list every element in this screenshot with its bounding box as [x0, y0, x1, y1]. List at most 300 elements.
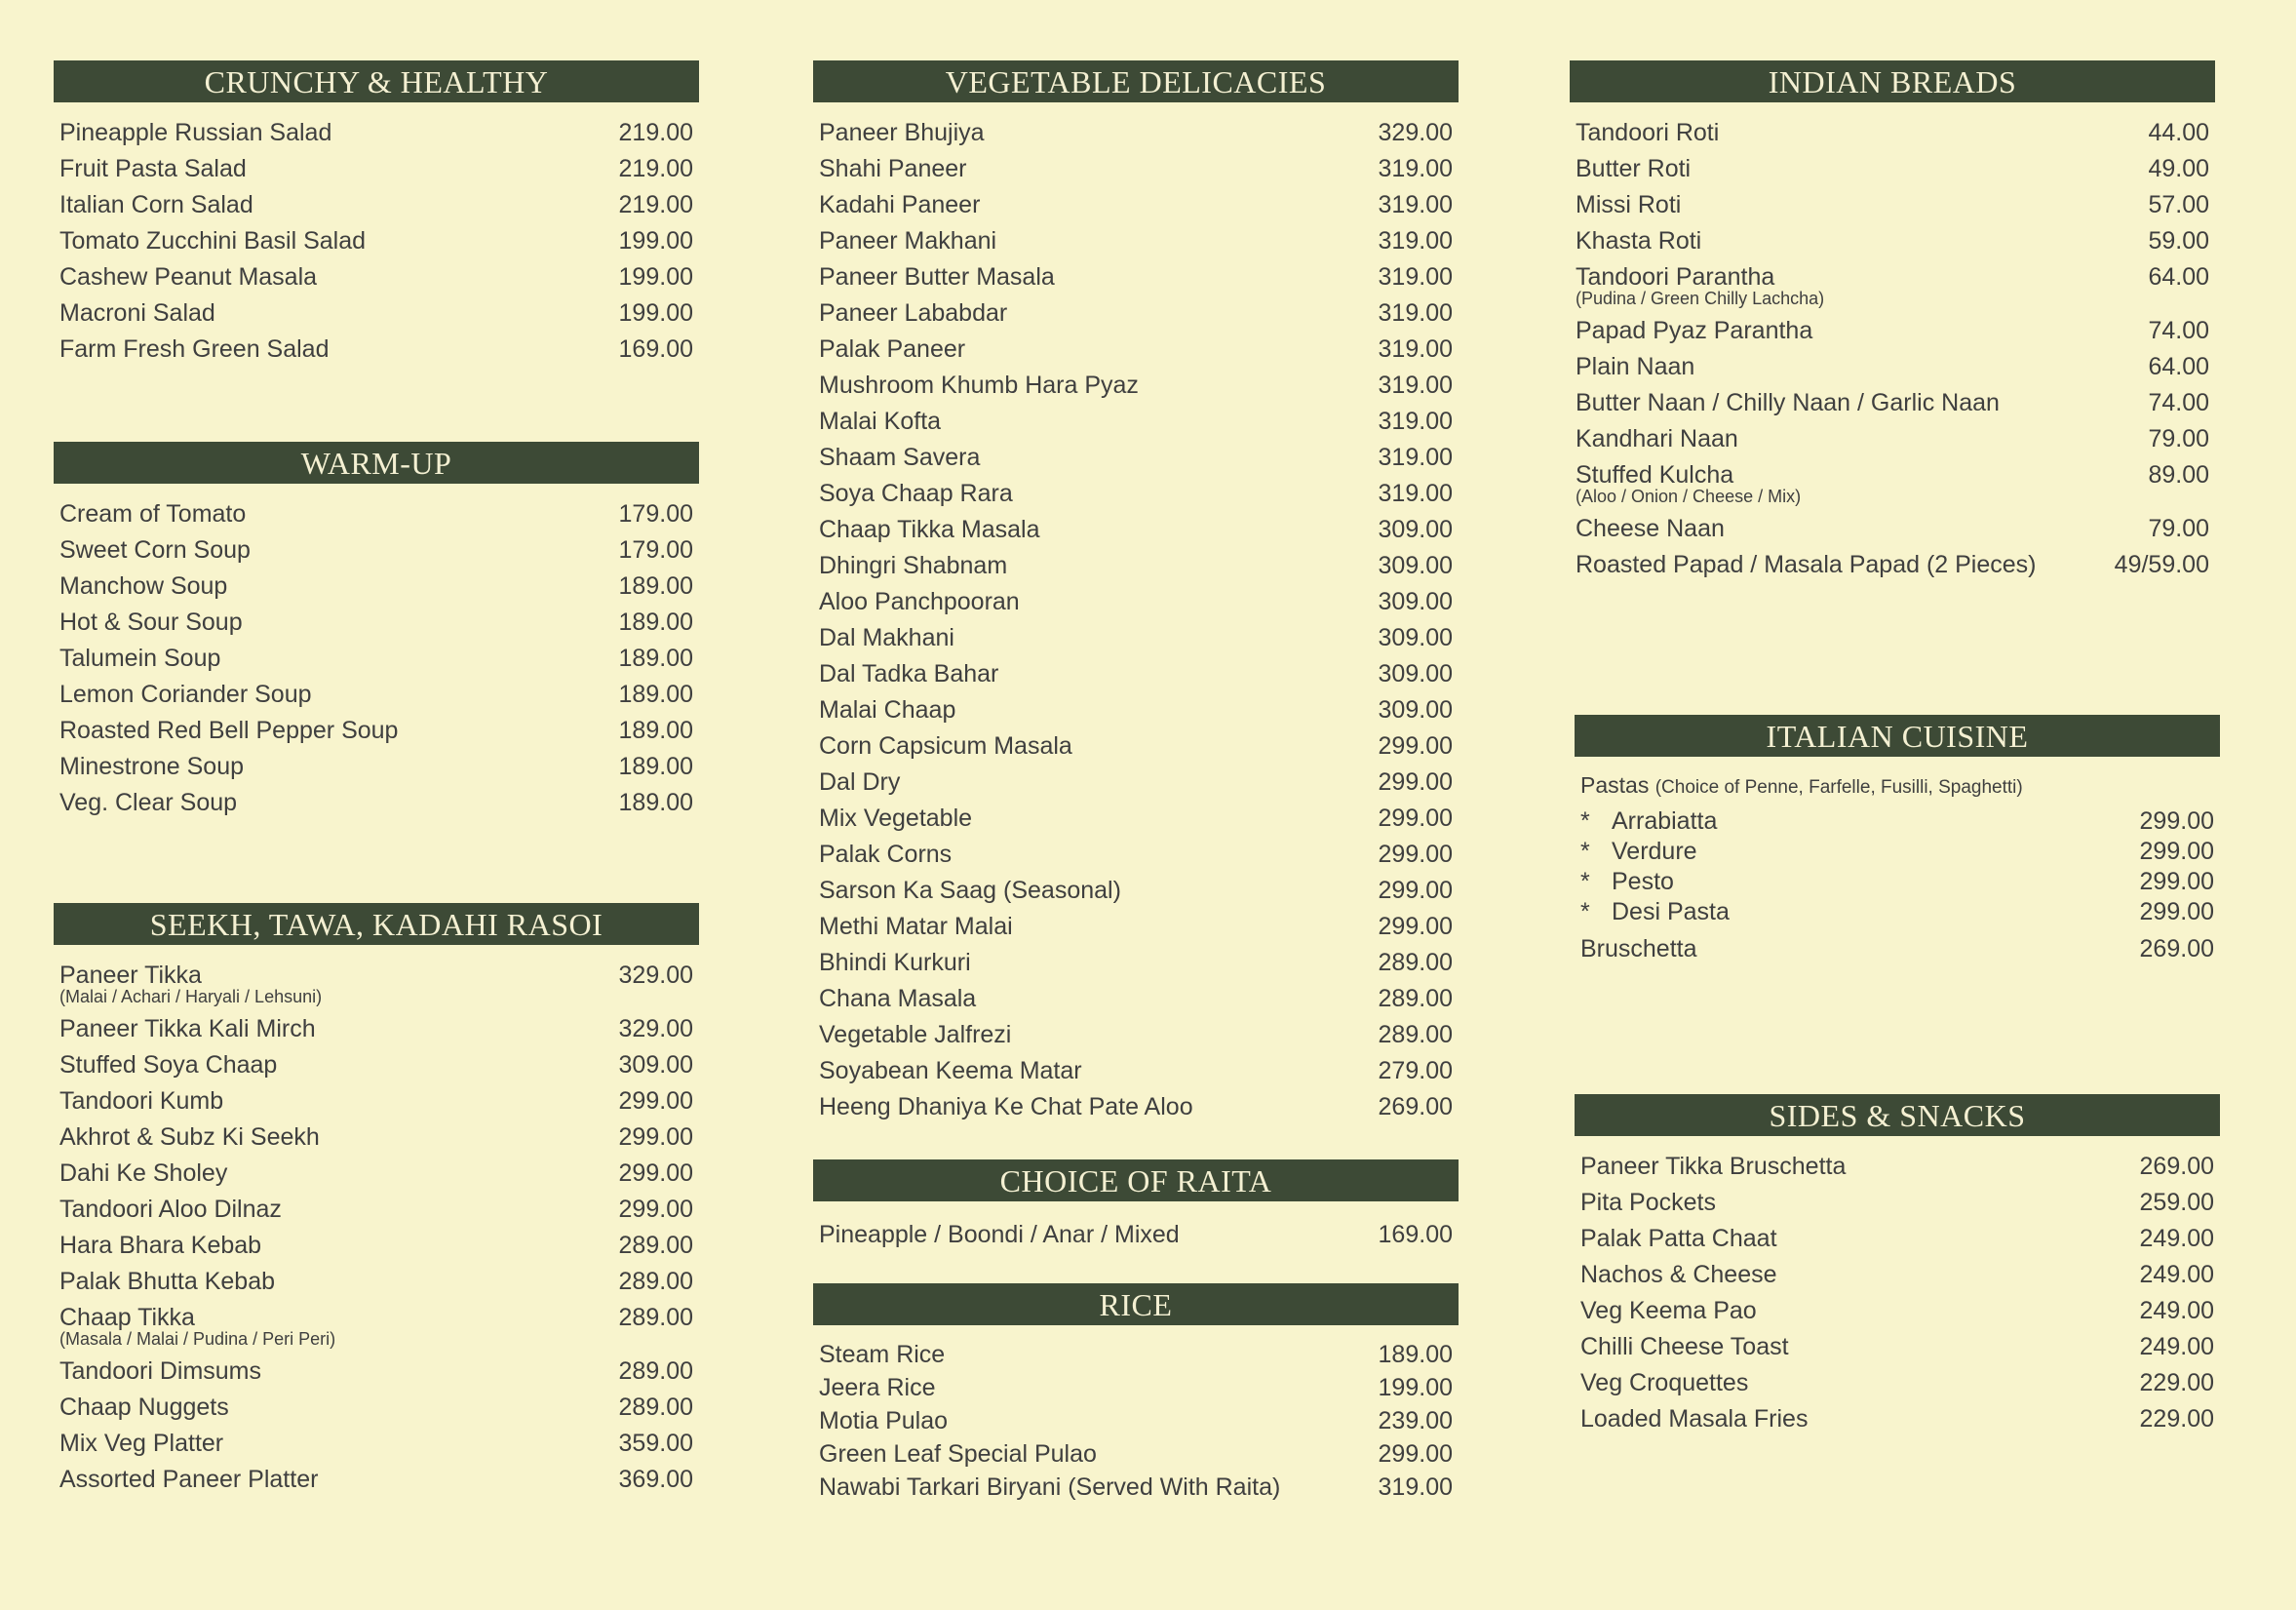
list-item	[54, 1119, 699, 1156]
item-price: 309.00	[1378, 588, 1453, 615]
list-item	[1570, 511, 2215, 547]
list-item	[813, 692, 1459, 728]
list-item	[813, 1404, 1459, 1437]
list-item	[1575, 1329, 2220, 1365]
item-price: 299.00	[1378, 913, 1453, 940]
item-name: Paneer Tikka Bruschetta	[1580, 1153, 1847, 1180]
list-item	[813, 332, 1459, 368]
item-name: Hara Bhara Kebab	[59, 1232, 262, 1259]
item-price: 219.00	[618, 119, 693, 146]
list-item	[813, 151, 1459, 187]
section-title: CRUNCHY & HEALTHY	[54, 60, 699, 102]
list-item	[813, 476, 1459, 512]
list-item	[813, 512, 1459, 548]
list-item	[813, 1371, 1459, 1404]
item-price: 249.00	[2139, 1225, 2214, 1252]
section-indian-breads	[1570, 60, 2215, 583]
item-name: Sweet Corn Soup	[59, 536, 251, 564]
item-price: 169.00	[618, 335, 693, 363]
item-price: 189.00	[618, 717, 693, 744]
item-price: 49.00	[2148, 155, 2209, 182]
pasta-item	[1580, 806, 1717, 837]
item-price: 189.00	[618, 572, 693, 600]
list-item	[1570, 313, 2215, 349]
item-name: Bhindi Kurkuri	[819, 949, 971, 976]
list-item	[813, 440, 1459, 476]
item-name: Paneer Butter Masala	[819, 263, 1055, 291]
item-price: 309.00	[1378, 624, 1453, 651]
item-name: Nachos & Cheese	[1580, 1261, 1777, 1288]
pasta-list	[1575, 806, 2220, 927]
list-item	[813, 1217, 1459, 1253]
list-item	[54, 713, 699, 749]
item-name: Shahi Paneer	[819, 155, 967, 182]
item-name: Missi Roti	[1576, 191, 1682, 218]
list-item	[813, 295, 1459, 332]
pastas-heading	[1575, 768, 2220, 805]
item-price: 309.00	[1378, 516, 1453, 543]
list-item	[813, 368, 1459, 404]
list-item	[813, 945, 1459, 981]
item-price: 179.00	[618, 536, 693, 564]
list-item	[54, 223, 699, 259]
item-price: 319.00	[1378, 299, 1453, 327]
item-price: 189.00	[618, 789, 693, 816]
item-name: Malai Kofta	[819, 408, 942, 435]
list-item	[54, 295, 699, 332]
item-price: 289.00	[618, 1357, 693, 1385]
item-price: 299.00	[1378, 1440, 1453, 1468]
list-item	[813, 837, 1459, 873]
item-name: Cashew Peanut Masala	[59, 263, 318, 291]
item-name: Dal Makhani	[819, 624, 954, 651]
item-price: 169.00	[1378, 1221, 1453, 1248]
list-item	[54, 532, 699, 569]
item-name: Desi Pasta	[1612, 898, 1730, 925]
pasta-item	[1580, 867, 1674, 897]
item-name: Vegetable Jalfrezi	[819, 1021, 1012, 1048]
item-name: Veg Keema Pao	[1580, 1297, 1757, 1324]
list-item	[1570, 547, 2215, 583]
item-price: 229.00	[2139, 1369, 2214, 1396]
item-name: Paneer Lababdar	[819, 299, 1008, 327]
item-name: Paneer Bhujiya	[819, 119, 985, 146]
list-item	[1570, 385, 2215, 421]
item-price: 309.00	[1378, 660, 1453, 687]
item-price: 79.00	[2148, 515, 2209, 542]
list-item	[1575, 867, 2220, 897]
section-title: WARM-UP	[54, 442, 699, 484]
list-item	[813, 981, 1459, 1017]
item-note: (Malai / Achari / Haryali / Lehsuni)	[59, 987, 323, 1006]
item-price: 289.00	[1378, 985, 1453, 1012]
item-price: 219.00	[618, 191, 693, 218]
list-item	[813, 1338, 1459, 1371]
list-item	[813, 801, 1459, 837]
item-price: 229.00	[2139, 1405, 2214, 1433]
list-item	[54, 1156, 699, 1192]
item-price: 319.00	[1378, 480, 1453, 507]
item-name: Italian Corn Salad	[59, 191, 253, 218]
section-italian-cuisine	[1575, 715, 2220, 967]
list-item	[1570, 421, 2215, 457]
item-price: 269.00	[2139, 1153, 2214, 1180]
menu-list	[54, 115, 699, 368]
item-name: Kadahi Paneer	[819, 191, 981, 218]
item-price: 319.00	[1378, 408, 1453, 435]
item-note: (Pudina / Green Chilly Lachcha)	[1576, 289, 1825, 308]
list-item	[813, 873, 1459, 909]
item-price: 299.00	[2139, 807, 2214, 835]
item-price: 189.00	[618, 645, 693, 672]
section-title: ITALIAN CUISINE	[1575, 715, 2220, 757]
item-name: Tandoori Aloo Dilnaz	[59, 1196, 282, 1223]
item-price: 319.00	[1378, 191, 1453, 218]
item-name: Dahi Ke Sholey	[59, 1159, 228, 1187]
item-price: 199.00	[618, 263, 693, 291]
item-price: 319.00	[1378, 227, 1453, 255]
item-price: 319.00	[1378, 335, 1453, 363]
list-item	[813, 223, 1459, 259]
bullet-star: *	[1580, 898, 1590, 925]
item-name: Roasted Papad / Masala Papad (2 Pieces)	[1576, 551, 2037, 578]
list-item	[54, 1390, 699, 1426]
pasta-item	[1580, 837, 1697, 867]
list-item	[813, 548, 1459, 584]
item-price: 249.00	[2139, 1333, 2214, 1360]
item-price: 269.00	[1378, 1093, 1453, 1120]
item-price: 319.00	[1378, 1473, 1453, 1501]
item-name: Akhrot & Subz Ki Seekh	[59, 1123, 320, 1151]
item-name: Chaap Tikka	[59, 1304, 195, 1331]
bullet-star: *	[1580, 807, 1590, 835]
item-name: Mushroom Khumb Hara Pyaz	[819, 372, 1139, 399]
item-name: Tandoori Parantha	[1576, 263, 1775, 291]
menu-list	[813, 115, 1459, 1125]
list-item	[813, 115, 1459, 151]
item-price: 299.00	[2139, 868, 2214, 895]
list-item	[1575, 1185, 2220, 1221]
item-name: Pineapple / Boondi / Anar / Mixed	[819, 1221, 1180, 1248]
item-price: 259.00	[2139, 1189, 2214, 1216]
section-vegetable-delicacies	[813, 60, 1459, 1125]
list-item	[1575, 1293, 2220, 1329]
item-name: Stuffed Kulcha	[1576, 461, 1734, 489]
item-name: Chaap Tikka Masala	[819, 516, 1040, 543]
item-price: 199.00	[618, 299, 693, 327]
italian-list	[1575, 768, 2220, 967]
item-price: 189.00	[1378, 1341, 1453, 1368]
item-price: 299.00	[618, 1087, 693, 1115]
item-name: Malai Chaap	[819, 696, 956, 724]
section-rice	[813, 1283, 1459, 1504]
item-price: 49/59.00	[2114, 551, 2209, 578]
item-name: Roasted Red Bell Pepper Soup	[59, 717, 399, 744]
item-name: Chana Masala	[819, 985, 977, 1012]
list-item	[54, 677, 699, 713]
list-item	[1575, 931, 2220, 967]
section-seekh-tawa-kadahi	[54, 903, 699, 1498]
list-item	[813, 1471, 1459, 1504]
item-name: Talumein Soup	[59, 645, 221, 672]
list-item	[813, 1437, 1459, 1471]
item-name: Verdure	[1612, 838, 1697, 865]
item-price: 329.00	[1378, 119, 1453, 146]
item-price: 289.00	[1378, 949, 1453, 976]
item-name: Dhingri Shabnam	[819, 552, 1008, 579]
item-name: Soya Chaap Rara	[819, 480, 1013, 507]
list-item	[54, 1426, 699, 1462]
pastas-label: Pastas	[1580, 772, 1650, 798]
item-name: Paneer Makhani	[819, 227, 997, 255]
item-name: Fruit Pasta Salad	[59, 155, 247, 182]
list-item	[813, 620, 1459, 656]
item-name: Methi Matar Malai	[819, 913, 1013, 940]
menu-list	[1575, 1149, 2220, 1437]
item-name: Loaded Masala Fries	[1580, 1405, 1809, 1433]
item-name: Chilli Cheese Toast	[1580, 1333, 1789, 1360]
item-price: 319.00	[1378, 155, 1453, 182]
list-item	[54, 1228, 699, 1264]
item-name: Farm Fresh Green Salad	[59, 335, 330, 363]
item-name: Mix Veg Platter	[59, 1430, 224, 1457]
item-name: Khasta Roti	[1576, 227, 1702, 255]
item-name: Cream of Tomato	[59, 500, 247, 528]
item-name: Veg. Clear Soup	[59, 789, 238, 816]
item-price: 329.00	[618, 1015, 693, 1042]
item-price: 64.00	[2148, 353, 2209, 380]
item-price: 319.00	[1378, 263, 1453, 291]
item-name: Assorted Paneer Platter	[59, 1466, 319, 1493]
list-item	[54, 605, 699, 641]
section-title: SIDES & SNACKS	[1575, 1094, 2220, 1136]
list-item	[813, 259, 1459, 295]
item-name: Tandoori Dimsums	[59, 1357, 262, 1385]
item-name: Lemon Coriander Soup	[59, 681, 312, 708]
list-item	[54, 569, 699, 605]
list-item	[1570, 349, 2215, 385]
menu-list	[813, 1217, 1459, 1253]
item-name: Pineapple Russian Salad	[59, 119, 332, 146]
menu-list	[1570, 115, 2215, 583]
list-item	[813, 584, 1459, 620]
bullet-star: *	[1580, 868, 1590, 895]
item-name: Palak Bhutta Kebab	[59, 1268, 275, 1295]
item-name: Bruschetta	[1580, 935, 1697, 962]
item-price: 359.00	[618, 1430, 693, 1457]
list-item	[54, 1354, 699, 1390]
item-price: 319.00	[1378, 444, 1453, 471]
item-price: 79.00	[2148, 425, 2209, 452]
item-name: Plain Naan	[1576, 353, 1695, 380]
list-item	[1570, 115, 2215, 151]
item-note: (Masala / Malai / Pudina / Peri Peri)	[59, 1329, 336, 1349]
menu-list	[54, 958, 699, 1498]
item-price: 189.00	[618, 681, 693, 708]
item-name: Minestrone Soup	[59, 753, 245, 780]
item-price: 249.00	[2139, 1261, 2214, 1288]
item-name: Arrabiatta	[1612, 807, 1718, 835]
item-name: Veg Croquettes	[1580, 1369, 1749, 1396]
item-price: 299.00	[1378, 841, 1453, 868]
list-item	[54, 785, 699, 821]
item-price: 289.00	[618, 1394, 693, 1421]
pasta-item	[1580, 897, 1730, 927]
list-item	[813, 909, 1459, 945]
item-name: Heeng Dhaniya Ke Chat Pate Aloo	[819, 1093, 1193, 1120]
item-price: 309.00	[1378, 696, 1453, 724]
section-title: INDIAN BREADS	[1570, 60, 2215, 102]
section-title: SEEKH, TAWA, KADAHI RASOI	[54, 903, 699, 945]
item-price: 289.00	[1378, 1021, 1453, 1048]
list-item	[1575, 1257, 2220, 1293]
item-price: 299.00	[1378, 768, 1453, 796]
item-name: Shaam Savera	[819, 444, 981, 471]
item-name: Hot & Sour Soup	[59, 609, 243, 636]
item-price: 269.00	[2139, 935, 2214, 962]
item-price: 64.00	[2148, 263, 2209, 291]
item-name: Stuffed Soya Chaap	[59, 1051, 278, 1079]
section-crunchy-healthy	[54, 60, 699, 368]
list-item	[1575, 897, 2220, 927]
item-price: 299.00	[2139, 898, 2214, 925]
item-price: 59.00	[2148, 227, 2209, 255]
section-sides-snacks	[1575, 1094, 2220, 1437]
list-item	[813, 656, 1459, 692]
list-item	[54, 641, 699, 677]
list-item	[1570, 151, 2215, 187]
item-name: Palak Paneer	[819, 335, 966, 363]
item-price: 179.00	[618, 500, 693, 528]
item-price: 309.00	[1378, 552, 1453, 579]
bullet-star: *	[1580, 838, 1590, 865]
item-name: Kandhari Naan	[1576, 425, 1738, 452]
list-item	[1575, 1149, 2220, 1185]
list-item	[813, 1053, 1459, 1089]
list-item	[54, 1462, 699, 1498]
item-price: 299.00	[2139, 838, 2214, 865]
item-name: Aloo Panchpooran	[819, 588, 1020, 615]
item-price: 279.00	[1378, 1057, 1453, 1084]
section-title: VEGETABLE DELICACIES	[813, 60, 1459, 102]
item-price: 299.00	[1378, 805, 1453, 832]
item-price: 319.00	[1378, 372, 1453, 399]
list-item	[54, 151, 699, 187]
item-name: Paneer Tikka Kali Mirch	[59, 1015, 316, 1042]
item-price: 309.00	[618, 1051, 693, 1079]
item-name: Jeera Rice	[819, 1374, 936, 1401]
item-price: 299.00	[618, 1123, 693, 1151]
list-item	[54, 332, 699, 368]
pastas-note: (Choice of Penne, Farfelle, Fusilli, Spaghetti)	[1654, 777, 2023, 798]
list-item	[54, 496, 699, 532]
item-name: Corn Capsicum Masala	[819, 732, 1072, 760]
list-item	[813, 187, 1459, 223]
item-name: Green Leaf Special Pulao	[819, 1440, 1097, 1468]
list-item	[54, 1047, 699, 1083]
item-name: Soyabean Keema Matar	[819, 1057, 1082, 1084]
list-item	[1570, 187, 2215, 223]
section-warm-up	[54, 442, 699, 821]
item-name: Manchow Soup	[59, 572, 228, 600]
item-price: 299.00	[1378, 732, 1453, 760]
item-name: Cheese Naan	[1576, 515, 1725, 542]
item-price: 74.00	[2148, 389, 2209, 416]
item-name: Mix Vegetable	[819, 805, 973, 832]
item-price: 289.00	[618, 1304, 693, 1331]
list-item	[1575, 1221, 2220, 1257]
item-price: 329.00	[618, 962, 693, 989]
item-name: Palak Patta Chaat	[1580, 1225, 1777, 1252]
item-name: Tandoori Roti	[1576, 119, 1720, 146]
list-item	[813, 1017, 1459, 1053]
item-name: Palak Corns	[819, 841, 953, 868]
list-item	[54, 259, 699, 295]
list-item	[1570, 223, 2215, 259]
item-price: 74.00	[2148, 317, 2209, 344]
item-name: Steam Rice	[819, 1341, 946, 1368]
item-name: Pesto	[1612, 868, 1674, 895]
item-name: Sarson Ka Saag (Seasonal)	[819, 877, 1121, 904]
item-name: Motia Pulao	[819, 1407, 949, 1434]
list-item	[54, 1083, 699, 1119]
item-price: 89.00	[2148, 461, 2209, 489]
item-note: (Aloo / Onion / Cheese / Mix)	[1576, 487, 1802, 506]
item-name: Dal Tadka Bahar	[819, 660, 999, 687]
item-price: 289.00	[618, 1232, 693, 1259]
item-name: Papad Pyaz Parantha	[1576, 317, 1813, 344]
list-item	[813, 765, 1459, 801]
item-price: 199.00	[618, 227, 693, 255]
list-item	[1575, 1401, 2220, 1437]
item-price: 239.00	[1378, 1407, 1453, 1434]
item-price: 249.00	[2139, 1297, 2214, 1324]
list-item	[813, 1089, 1459, 1125]
item-name: Chaap Nuggets	[59, 1394, 229, 1421]
item-price: 189.00	[618, 753, 693, 780]
list-item	[54, 1264, 699, 1300]
menu-list	[54, 496, 699, 821]
item-name: Tandoori Kumb	[59, 1087, 224, 1115]
list-item	[813, 404, 1459, 440]
list-item	[54, 187, 699, 223]
item-name: Tomato Zucchini Basil Salad	[59, 227, 367, 255]
item-name: Paneer Tikka	[59, 962, 202, 989]
item-price: 44.00	[2148, 119, 2209, 146]
section-title: CHOICE OF RAITA	[813, 1159, 1459, 1201]
item-name: Butter Naan / Chilly Naan / Garlic Naan	[1576, 389, 2000, 416]
item-name: Butter Roti	[1576, 155, 1692, 182]
item-name: Macroni Salad	[59, 299, 215, 327]
item-name: Pita Pockets	[1580, 1189, 1716, 1216]
list-item	[1575, 1365, 2220, 1401]
list-item	[1575, 806, 2220, 837]
item-price: 299.00	[618, 1196, 693, 1223]
item-price: 57.00	[2148, 191, 2209, 218]
item-name: Nawabi Tarkari Biryani (Served With Raita)	[819, 1473, 1281, 1501]
item-price: 299.00	[618, 1159, 693, 1187]
item-price: 219.00	[618, 155, 693, 182]
list-item	[1575, 837, 2220, 867]
section-title: RICE	[813, 1283, 1459, 1325]
item-price: 189.00	[618, 609, 693, 636]
section-choice-of-raita	[813, 1159, 1459, 1253]
list-item	[54, 1011, 699, 1047]
item-name: Dal Dry	[819, 768, 901, 796]
list-item	[54, 115, 699, 151]
item-price: 199.00	[1378, 1374, 1453, 1401]
list-item	[54, 1192, 699, 1228]
